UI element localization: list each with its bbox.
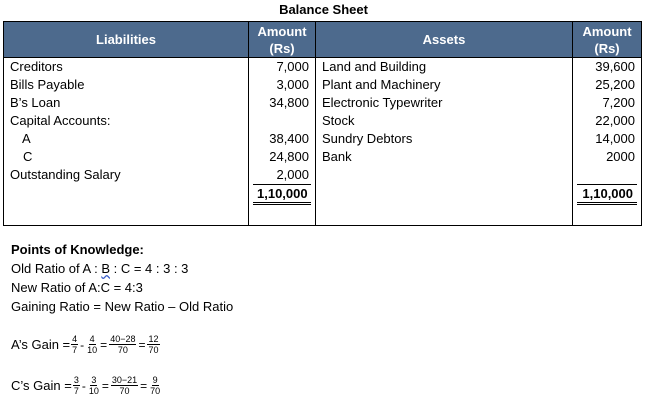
liability-amount-cell (249, 112, 316, 130)
asset-cell: Bank (316, 148, 573, 166)
liability-cell: Capital Accounts: (4, 112, 249, 130)
liability-cell: B’s Loan (4, 94, 249, 112)
table-row (4, 166, 642, 184)
liability-amount-cell: 38,400 (249, 130, 316, 148)
asset-cell (316, 166, 573, 184)
liability-amount-cell: 2,000 (249, 166, 316, 184)
table-row (4, 148, 642, 166)
assets-header: Assets (316, 22, 573, 58)
asset-amount-cell: 39,600 (573, 58, 642, 77)
fraction: $\frac{4}{10}$ (87, 334, 98, 355)
old-ratio-line: Old Ratio of A : B : C = 4 : 3 : 3 (11, 261, 189, 276)
asset-cell: Stock (316, 112, 573, 130)
liability-cell: Creditors (4, 58, 249, 77)
asset-amount-cell: 7,200 (573, 94, 642, 112)
notes-section (11, 240, 233, 316)
a-gain-formula: A’s Gain = $\frac{4}{7}$ - $\frac{4}{10}$ = $\frac{40-28}{70}$ = $\frac{12}{70}$ (11, 334, 159, 355)
asset-cell: Plant and Machinery (316, 76, 573, 94)
gaining-ratio-line: Gaining Ratio = New Ratio – Old Ratio (11, 299, 234, 314)
new-ratio-line: New Ratio of A:C = 4:3 (11, 280, 143, 295)
fraction: $\frac{3}{7}$ (73, 375, 79, 396)
liability-cell: C (4, 148, 249, 166)
assets-amount-header: Amount (Rs) (573, 22, 642, 58)
asset-amount-cell: 2000 (573, 148, 642, 166)
asset-cell: Land and Building (316, 58, 573, 77)
spellcheck-underlined-text: B (101, 261, 110, 276)
liability-cell: A (4, 130, 249, 148)
total-row (4, 184, 642, 205)
liability-amount-cell: 7,000 (249, 58, 316, 77)
fraction: $\frac{12}{70}$ (148, 334, 159, 355)
fraction: $\frac{30-21}{70}$ (111, 375, 138, 396)
asset-amount-cell: 14,000 (573, 130, 642, 148)
table-row (4, 130, 642, 148)
asset-amount-cell: 22,000 (573, 112, 642, 130)
balance-sheet-table (3, 21, 642, 226)
liability-amount-cell: 24,800 (249, 148, 316, 166)
liability-cell: Bills Payable (4, 76, 249, 94)
liability-cell: Outstanding Salary (4, 166, 249, 184)
table-row (4, 76, 642, 94)
asset-cell: Electronic Typewriter (316, 94, 573, 112)
fraction: $\frac{9}{70}$ (150, 375, 161, 396)
fraction: $\frac{40-28}{70}$ (110, 334, 136, 355)
notes-heading: Points of Knowledge: (11, 242, 144, 257)
c-gain-label: C’s Gain = (11, 378, 72, 393)
blank-row (4, 205, 642, 226)
a-gain-label: A’s Gain = (11, 337, 71, 352)
table-row (4, 58, 642, 77)
fraction: $\frac{4}{7}$ (72, 334, 78, 355)
liability-amount-cell: 34,800 (249, 94, 316, 112)
liabilities-total: 1,10,000 (253, 184, 311, 205)
c-gain-formula: C’s Gain = $\frac{3}{7}$ - $\frac{3}{10}$ = $\frac{30-21}{70}$ = $\frac{9}{70}$ (11, 375, 161, 396)
liabilities-amount-header: Amount (Rs) (249, 22, 316, 58)
table-row (4, 112, 642, 130)
page-title: Balance Sheet (279, 2, 368, 17)
liabilities-header: Liabilities (4, 22, 249, 58)
header-row (4, 22, 642, 58)
asset-amount-cell (573, 166, 642, 184)
asset-amount-cell: 25,200 (573, 76, 642, 94)
asset-cell: Sundry Debtors (316, 130, 573, 148)
assets-total: 1,10,000 (577, 184, 637, 205)
fraction: $\frac{3}{10}$ (88, 375, 99, 396)
table-row (4, 94, 642, 112)
liability-amount-cell: 3,000 (249, 76, 316, 94)
